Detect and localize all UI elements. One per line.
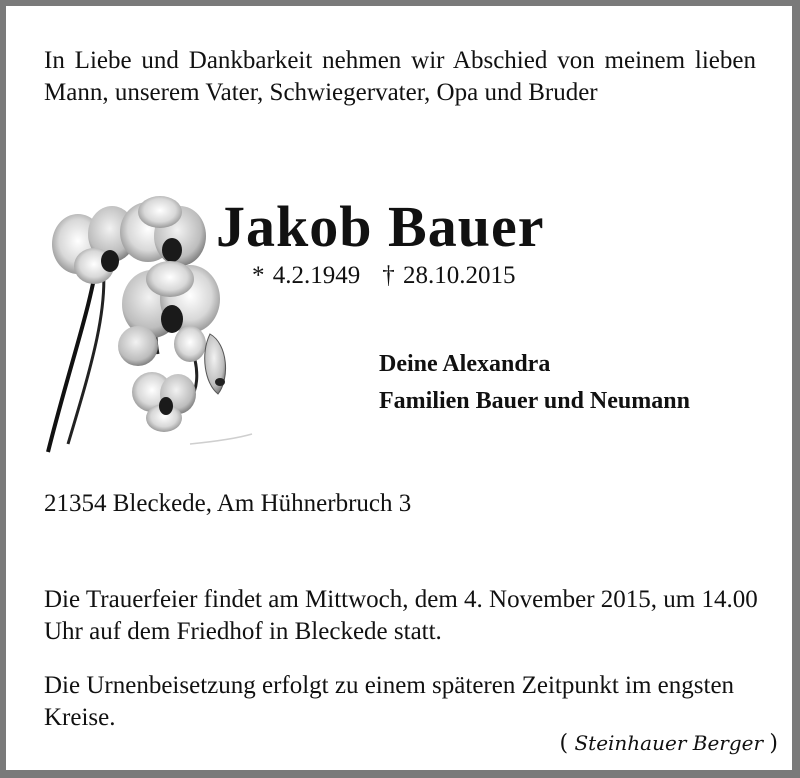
birth-date: * 4.2.1949 (252, 262, 361, 289)
urn-burial-info: Die Urnenbeisetzung erfolgt zu einem späteren Zeitpunkt im engsten Kreise. (44, 672, 735, 731)
address: 21354 Bleckede, Am Hühnerbruch 3 (44, 490, 412, 517)
mourner-line-1: Deine Alexandra (379, 351, 551, 377)
mourners (379, 346, 690, 420)
life-dates (252, 260, 516, 292)
signature-close-paren: ) (769, 731, 778, 756)
deceased-name: Jakob Bauer (216, 194, 545, 259)
death-date: † 28.10.2015 (382, 262, 516, 289)
intro-text: In Liebe und Dankbarkeit nehmen wir Abschied von meinem lieben Mann, unserem Vater, Schwiegervater, Opa und Bruder (44, 47, 756, 106)
undertaker-signature (560, 731, 779, 756)
undertaker-name: Steinhauer Berger (574, 731, 764, 755)
funeral-info: Die Trauerfeier findet am Mittwoch, dem 4. November 2015, um 14.00 Uhr auf dem Friedhof in Bleckede statt. (44, 586, 758, 645)
obituary-notice (6, 6, 792, 770)
signature-open-paren: ( (559, 731, 569, 756)
mourner-line-2: Familien Bauer und Neumann (379, 388, 690, 414)
